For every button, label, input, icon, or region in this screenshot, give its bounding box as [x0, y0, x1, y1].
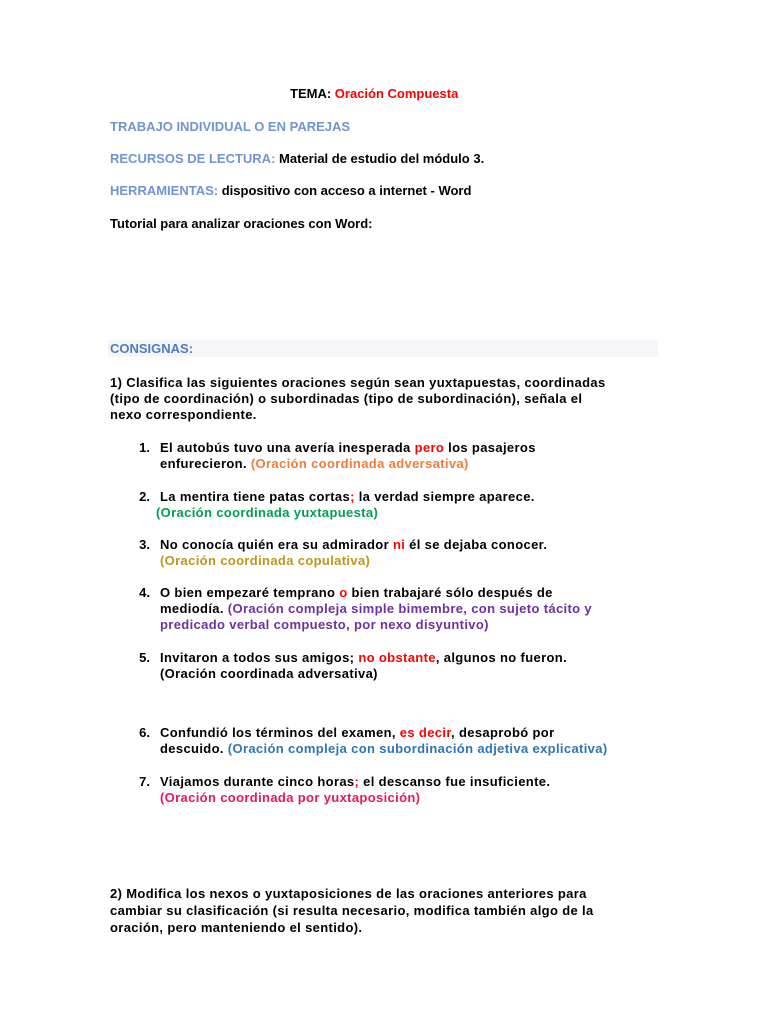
- instruction-2-line-2: cambiar su clasificación (si resulta necesario, modifica también algo de la: [110, 903, 594, 918]
- item-classification: (Oración coordinada por yuxtaposición): [160, 790, 421, 805]
- item-line-1: [160, 537, 547, 552]
- item-text: No conocía quién era su admirador: [160, 537, 393, 552]
- item-number: 2.: [139, 489, 150, 504]
- item-nexo: ni: [392, 537, 406, 552]
- item-text: el descanso fue insuficiente.: [359, 774, 551, 789]
- item-number: 3.: [139, 537, 150, 552]
- item-text: La mentira tiene patas cortas: [160, 489, 351, 504]
- item-nexo: ;: [354, 774, 360, 789]
- item-text: él se dejaba conocer.: [405, 537, 548, 552]
- instruction-2-line-3: oración, pero manteniendo el sentido).: [110, 920, 363, 935]
- item-nexo: o: [339, 585, 348, 600]
- item-text: Confundió los términos del examen,: [160, 725, 400, 740]
- item-text: bien trabajaré sólo después de: [347, 585, 553, 600]
- instruction-1-line-3: nexo correspondiente.: [110, 407, 257, 422]
- item-nexo: ;: [350, 489, 355, 504]
- item-number: 1.: [139, 440, 150, 455]
- topic-line: [290, 86, 458, 101]
- tutorial-line: Tutorial para analizar oraciones con Word:: [110, 216, 373, 231]
- item-line-2: [160, 741, 608, 756]
- item-text: la verdad siempre aparece.: [354, 489, 535, 504]
- item-line-1: [160, 650, 567, 665]
- item-number: 7.: [139, 774, 150, 789]
- item-classification: (Oración coordinada yuxtapuesta): [156, 505, 379, 520]
- item-classification: (Oración coordinada adversativa): [250, 456, 469, 471]
- item-text: descuido.: [160, 741, 228, 756]
- item-text: Invitaron a todos sus amigos;: [160, 650, 359, 665]
- topic-label: TEMA:: [290, 86, 332, 101]
- item-text: Viajamos durante cinco horas: [160, 774, 355, 789]
- item-line-1: [160, 725, 555, 740]
- topic-value: Oración Compuesta: [334, 86, 459, 101]
- item-nexo: pero: [414, 440, 445, 455]
- item-text: El autobús tuvo una avería inesperada: [160, 440, 415, 455]
- reading-resources-value: Material de estudio del módulo 3.: [279, 151, 485, 166]
- item-text: enfurecieron.: [160, 456, 251, 471]
- item-classification: (Oración coordinada copulativa): [160, 553, 371, 568]
- tools-label: HERRAMIENTAS:: [110, 183, 219, 198]
- instruction-2-line-1: 2) Modifica los nexos o yuxtaposiciones de las oraciones anteriores para: [110, 886, 587, 901]
- instruction-1-line-1: 1) Clasifica las siguientes oraciones según sean yuxtapuestas, coordinadas: [110, 375, 606, 390]
- item-number: 5.: [139, 650, 150, 665]
- item-line-1: [160, 440, 536, 455]
- reading-resources-label: RECURSOS DE LECTURA:: [110, 151, 276, 166]
- item-number: 4.: [139, 585, 150, 600]
- item-line-1: [160, 585, 553, 600]
- item-text: O bien empezaré temprano: [160, 585, 340, 600]
- item-line-1: [160, 489, 535, 504]
- item-text: mediodía.: [160, 601, 228, 616]
- reading-resources: [110, 151, 484, 166]
- item-classification: (Oración coordinada adversativa): [160, 666, 378, 681]
- item-classification: (Oración compleja simple bimembre, con sujeto tácito y: [227, 601, 593, 616]
- item-text: los pasajeros: [444, 440, 536, 455]
- instruction-1-line-2: (tipo de coordinación) o subordinadas (tipo de subordinación), señala el: [110, 391, 583, 406]
- item-line-1: [160, 774, 550, 789]
- item-nexo: no obstante: [358, 650, 436, 665]
- item-classification: (Oración compleja con subordinación adjetiva explicativa): [227, 741, 608, 756]
- tools-value: dispositivo con acceso a internet - Word: [221, 183, 472, 198]
- work-mode: TRABAJO INDIVIDUAL O EN PAREJAS: [110, 119, 351, 134]
- item-text: , algunos no fueron.: [435, 650, 568, 665]
- consignas-heading: CONSIGNAS:: [110, 341, 194, 356]
- tools: [110, 183, 471, 198]
- item-number: 6.: [139, 725, 150, 740]
- item-text: , desaprobó por: [451, 725, 555, 740]
- item-nexo: es decir: [399, 725, 452, 740]
- item-classification-cont: predicado verbal compuesto, por nexo disyuntivo): [160, 617, 489, 632]
- item-line-2: [160, 456, 469, 471]
- item-line-2: [160, 601, 592, 616]
